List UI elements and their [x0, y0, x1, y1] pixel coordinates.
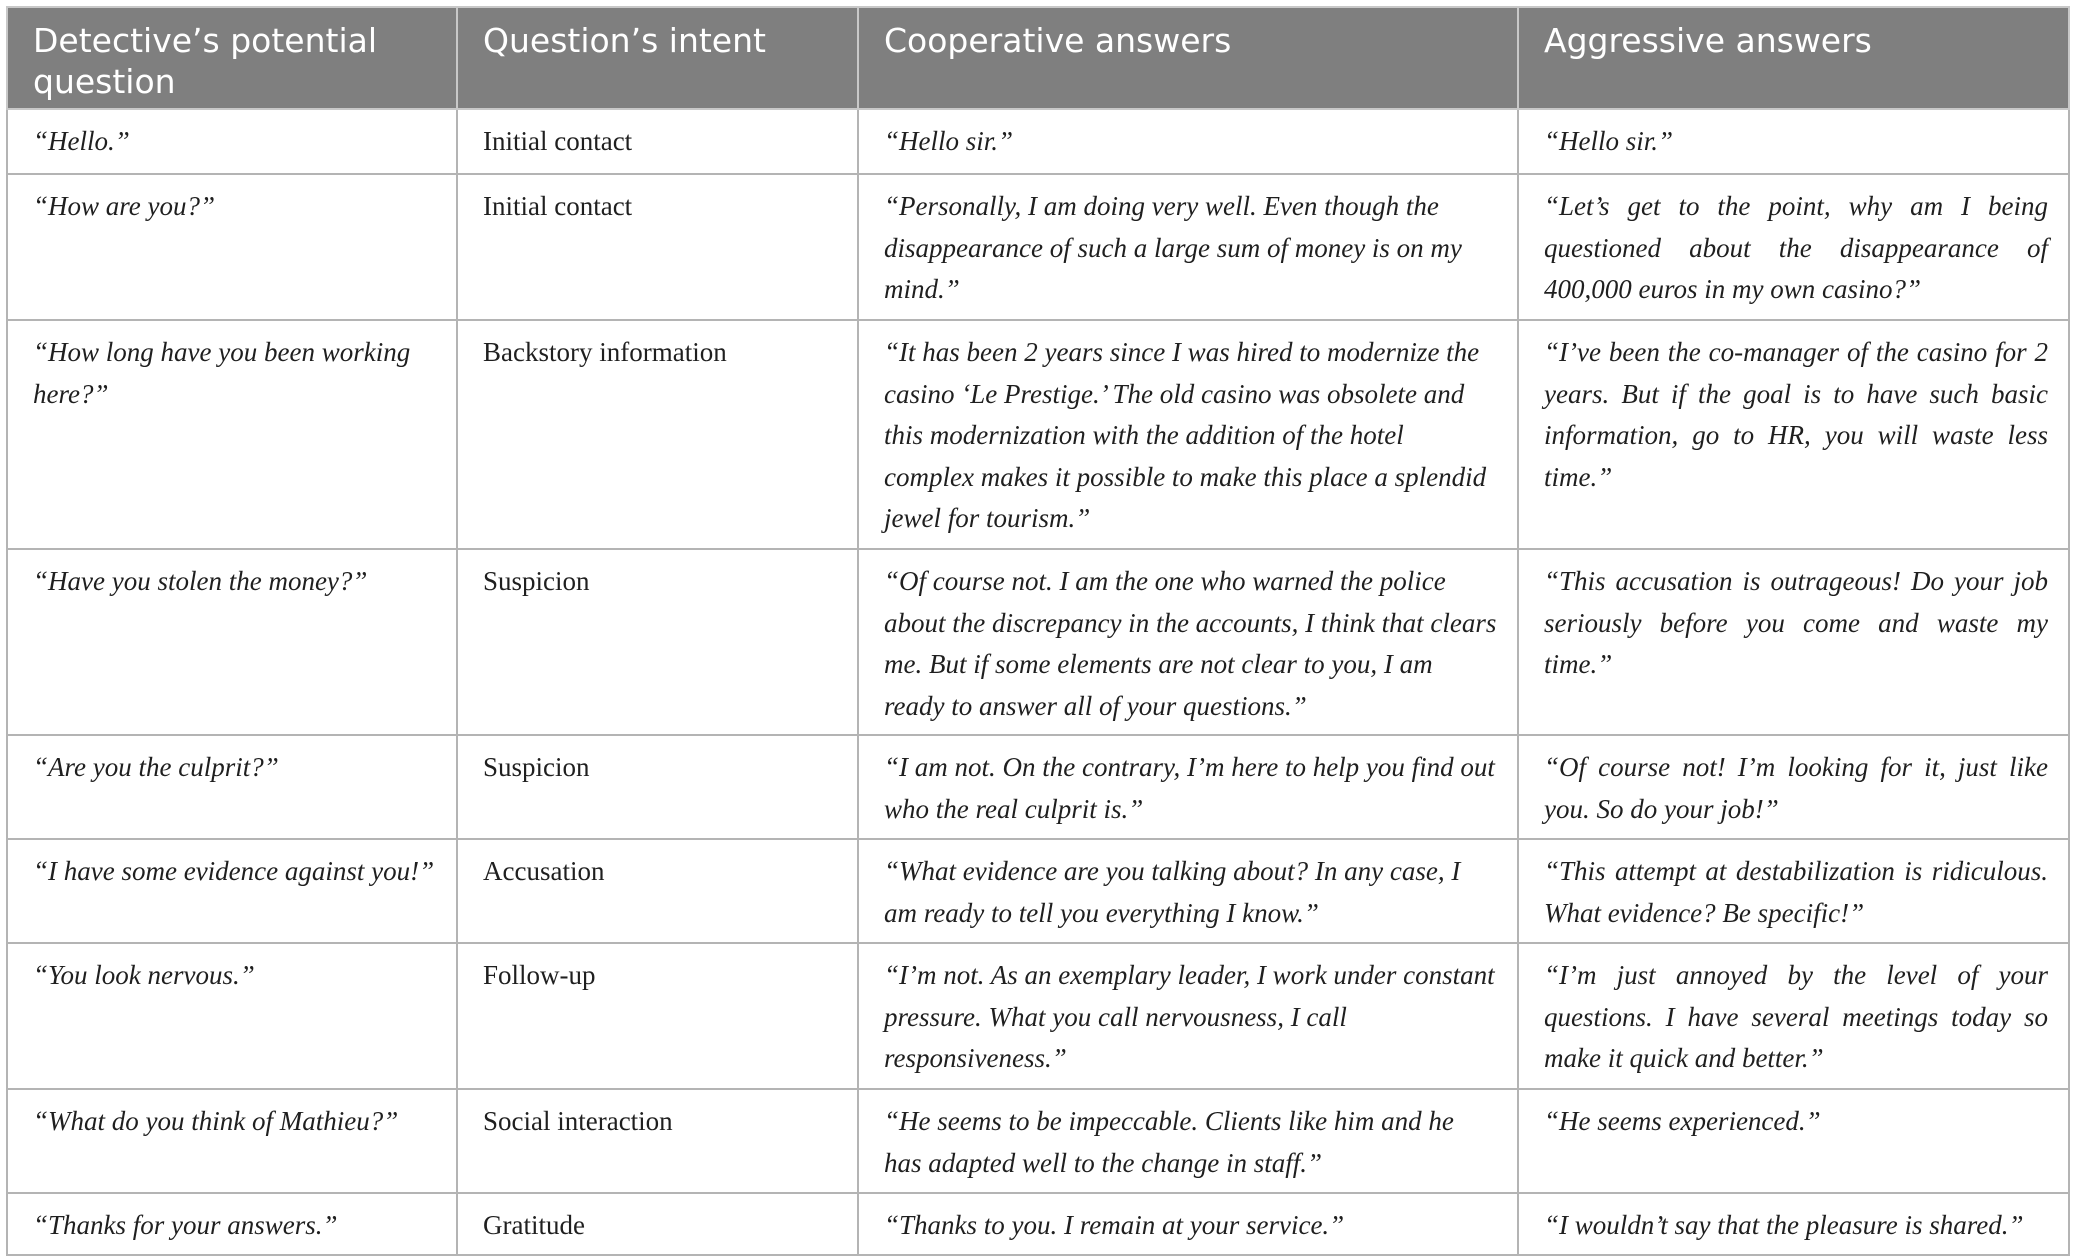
aggressive-cell: “I’m just annoyed by the level of your questions. I have several meetings today so make it quick and better.” — [1518, 943, 2069, 1089]
cooperative-cell: “Thanks to you. I remain at your service.” — [858, 1193, 1518, 1255]
cooperative-cell: “Personally, I am doing very well. Even though the disappearance of such a large sum of money is on my mind.” — [858, 174, 1518, 320]
dialogue-table-container — [6, 6, 2068, 1256]
aggressive-cell: “This attempt at destabilization is ridiculous. What evidence? Be specific!” — [1518, 839, 2069, 943]
intent-cell: Suspicion — [457, 735, 858, 839]
cooperative-cell: “What evidence are you talking about? In any case, I am ready to tell you everything I know.” — [858, 839, 1518, 943]
table-header — [7, 7, 2069, 109]
intent-cell: Social interaction — [457, 1089, 858, 1193]
question-cell: “Are you the culprit?” — [7, 735, 457, 839]
intent-cell: Backstory information — [457, 320, 858, 549]
cooperative-cell: “I’m not. As an exemplary leader, I work under constant pressure. What you call nervousness, I call responsiveness.” — [858, 943, 1518, 1089]
header-question: Detective’s potential question — [7, 7, 457, 109]
header-aggressive: Aggressive answers — [1518, 7, 2069, 109]
aggressive-cell: “This accusation is outrageous! Do your job seriously before you come and waste my time.” — [1518, 549, 2069, 735]
aggressive-cell: “Let’s get to the point, why am I being questioned about the disappearance of 400,000 euros in my own casino?” — [1518, 174, 2069, 320]
table-row — [7, 839, 2069, 943]
table-row — [7, 549, 2069, 735]
header-row — [7, 7, 2069, 109]
question-cell: “Thanks for your answers.” — [7, 1193, 457, 1255]
header-cooperative: Cooperative answers — [858, 7, 1518, 109]
question-cell: “How long have you been working here?” — [7, 320, 457, 549]
question-cell: “I have some evidence against you!” — [7, 839, 457, 943]
intent-cell: Suspicion — [457, 549, 858, 735]
aggressive-cell: “I wouldn’t say that the pleasure is shared.” — [1518, 1193, 2069, 1255]
aggressive-cell: “Hello sir.” — [1518, 109, 2069, 174]
aggressive-cell: “He seems experienced.” — [1518, 1089, 2069, 1193]
cooperative-cell: “He seems to be impeccable. Clients like him and he has adapted well to the change in staff.” — [858, 1089, 1518, 1193]
intent-cell: Accusation — [457, 839, 858, 943]
cooperative-cell: “Of course not. I am the one who warned the police about the discrepancy in the accounts, I think that clears me. But if some elements are not clear to you, I am ready to answer all of your questions.” — [858, 549, 1518, 735]
cooperative-cell: “It has been 2 years since I was hired to modernize the casino ‘Le Prestige.’ The old casino was obsolete and this modernization with the addition of the hotel complex makes it possible to make this place a splendid jewel for tourism.” — [858, 320, 1518, 549]
table-row — [7, 943, 2069, 1089]
question-cell: “What do you think of Mathieu?” — [7, 1089, 457, 1193]
intent-cell: Gratitude — [457, 1193, 858, 1255]
question-cell: “Hello.” — [7, 109, 457, 174]
cooperative-cell: “Hello sir.” — [858, 109, 1518, 174]
question-cell: “Have you stolen the money?” — [7, 549, 457, 735]
question-cell: “How are you?” — [7, 174, 457, 320]
cooperative-cell: “I am not. On the contrary, I’m here to help you find out who the real culprit is.” — [858, 735, 1518, 839]
aggressive-cell: “Of course not! I’m looking for it, just like you. So do your job!” — [1518, 735, 2069, 839]
table-row — [7, 735, 2069, 839]
aggressive-cell: “I’ve been the co-manager of the casino for 2 years. But if the goal is to have such basic information, go to HR, you will waste less time.” — [1518, 320, 2069, 549]
question-cell: “You look nervous.” — [7, 943, 457, 1089]
header-intent: Question’s intent — [457, 7, 858, 109]
table-body — [7, 109, 2069, 1255]
table-row — [7, 1089, 2069, 1193]
table-row — [7, 174, 2069, 320]
table-row — [7, 320, 2069, 549]
intent-cell: Initial contact — [457, 174, 858, 320]
intent-cell: Initial contact — [457, 109, 858, 174]
table-row — [7, 109, 2069, 174]
dialogue-table — [6, 6, 2070, 1256]
intent-cell: Follow-up — [457, 943, 858, 1089]
table-row — [7, 1193, 2069, 1255]
